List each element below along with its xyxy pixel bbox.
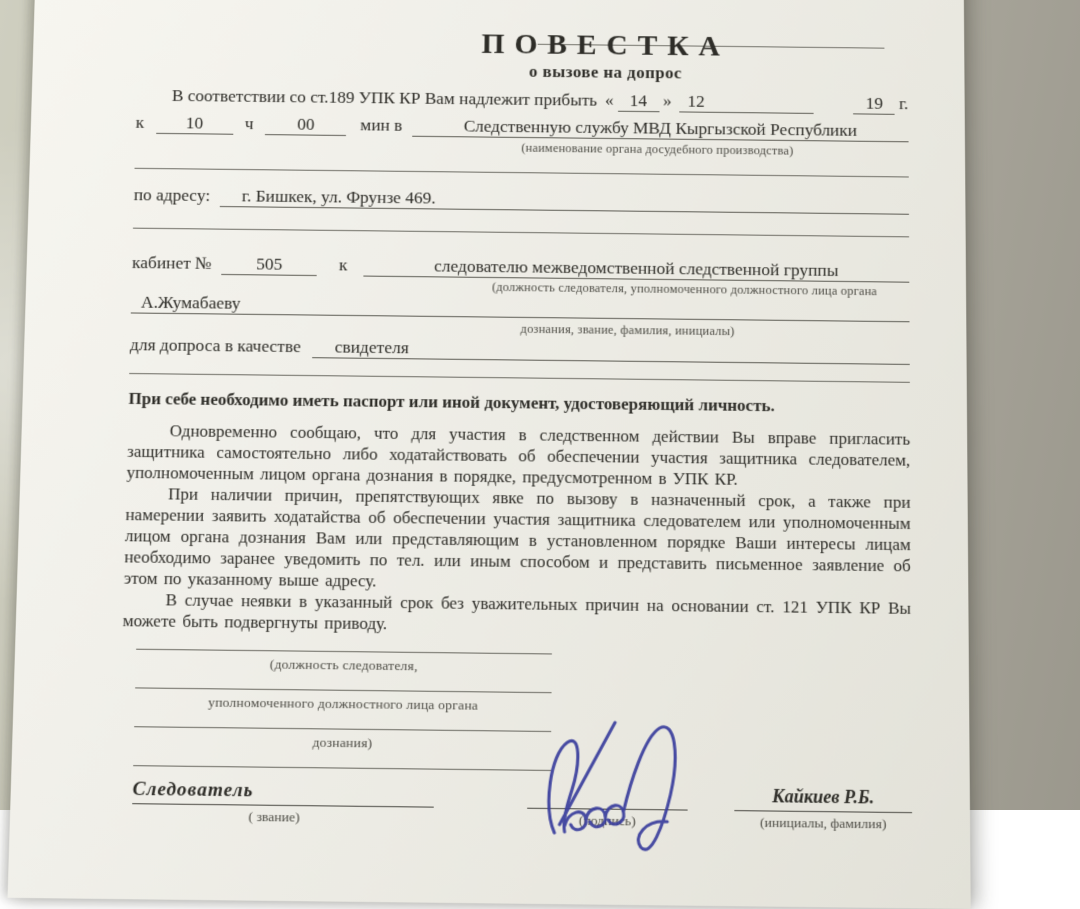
cabinet-to-label: к — [338, 254, 348, 275]
year-suffix: г. — [898, 93, 909, 114]
day-field: 14 — [618, 90, 660, 112]
capacity-field: свидетеля — [313, 336, 910, 365]
minute-label: мин в — [360, 114, 403, 135]
capacity-label: для допроса в качестве — [129, 334, 302, 357]
address-line — [134, 184, 909, 214]
organization-field: Следственную службу МВД Кыргызской Республики — [412, 115, 909, 142]
official-caption-1: (должность следователя, уполномоченного должностного лица органа — [491, 279, 878, 299]
position-caption-block — [133, 649, 552, 771]
year-field: 19 — [853, 93, 895, 115]
hour-label: ч — [244, 113, 254, 133]
position-line-1 — [136, 649, 552, 655]
document-subtitle: о вызове на допрос — [528, 62, 682, 83]
signer-name: Кайкиев Р.Б. — [734, 785, 912, 813]
official-field: следователю межведомственной следственной группы — [363, 255, 909, 283]
paragraph-2: При наличии причин, препятствующих явке по вызову в назначенный срок, а также при намерении заявить ходатайства об обеспечении участия защитника следователем или уполномоченным лицом органа дознания Вам или представляющим в установленном порядке Ваши интересы лицам необходимо заранее уведомить по тел. или иным способом и представить письменное заявление об этом по указанному выше адресу. — [123, 484, 911, 591]
signature-line — [527, 785, 688, 811]
name-caption: (инициалы, фамилия) — [759, 814, 887, 832]
position-caption-2: уполномоченного должностного лица органа — [207, 694, 479, 713]
to-label: к — [135, 112, 145, 132]
notice-text: При себе необходимо иметь паспорт или иной документ, удостоверяющий личность. — [128, 388, 775, 416]
blank-line-1 — [135, 168, 909, 178]
summons-paper — [8, 0, 971, 909]
investigator-label: Следователь — [132, 778, 434, 807]
paragraph-3: В случае неявки в указанный срок без уважительных причин на основании ст. 121 УПК КР Вы можете быть подвергнуты приводу. — [122, 590, 912, 634]
paragraph-1: Одновременно сообщаю, что для участия в следственном действии Вы вправе пригласить защитника самостоятельно либо ходатайствовать об обеспечении участия защитника следователем, уполномоченным лицом органа дознания в порядке, предусмотренном в УПК КР. — [126, 421, 911, 489]
document-content — [117, 0, 912, 833]
open-quote: « — [605, 90, 614, 110]
signature-caption: (подпись) — [578, 812, 636, 829]
position-caption-1: (должность следователя, — [269, 656, 418, 674]
position-line-3 — [134, 726, 551, 732]
close-quote: » — [663, 90, 672, 111]
hour-field: 10 — [156, 112, 234, 134]
position-line-2 — [135, 687, 551, 693]
summon-date-line — [136, 85, 908, 115]
cabinet-number-field: 505 — [221, 253, 317, 276]
address-field: г. Бишкек, ул. Фрунзе 469. — [220, 185, 909, 214]
blank-line-2 — [133, 228, 909, 238]
signature-column — [527, 785, 688, 830]
address-label: по адресу: — [133, 184, 211, 205]
minute-field: 00 — [265, 114, 346, 136]
summon-text: В соответствии со ст.189 УПК КР Вам надлежит прибыть — [171, 85, 598, 110]
signer-name-column — [734, 785, 912, 832]
position-line-4 — [133, 765, 551, 771]
signature-row — [117, 778, 912, 832]
official-caption-2: дознания, звание, фамилия, инициалы) — [520, 321, 735, 339]
month-field: 12 — [680, 91, 814, 114]
blank-line-3 — [129, 373, 910, 383]
rank-caption: ( звание) — [248, 808, 300, 825]
cabinet-label: кабинет № — [131, 252, 212, 273]
org-caption: (наименование органа досудебного производства) — [521, 140, 794, 158]
official-name-field: А.Жумабаеву — [131, 292, 910, 323]
position-caption-3: дознания) — [312, 734, 373, 751]
investigator-column — [132, 778, 434, 827]
document-title: ПОВЕСТКА — [481, 27, 730, 63]
